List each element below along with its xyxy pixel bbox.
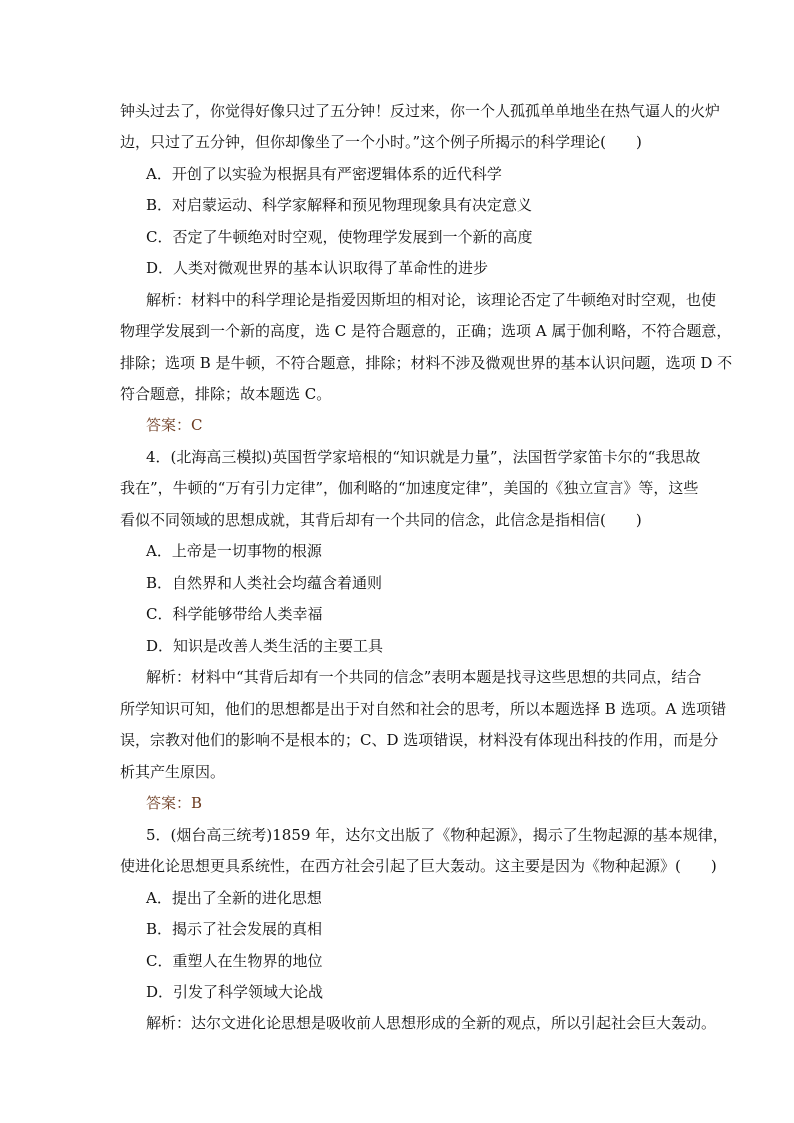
- option-a: A．提出了全新的进化思想: [146, 889, 322, 907]
- option-a: A．开创了以实验为根据具有严密逻辑体系的近代科学: [146, 165, 502, 183]
- question-4-line: 我在”，牛顿的“万有引力定律”，伽利略的“加速度定律”，美国的《独立宣言》等，这些: [120, 479, 699, 497]
- analysis-line: 解析：材料中“其背后却有一个共同的信念”表明本题是找寻这些思想的共同点，结合: [146, 668, 702, 686]
- analysis-line: 解析：材料中的科学理论是指爱因斯坦的相对论，该理论否定了牛顿绝对时空观，也使: [146, 291, 717, 309]
- question-5-line: 5．(烟台高三统考)1859 年，达尔文出版了《物种起源》，揭示了生物起源的基本规律，: [146, 826, 728, 844]
- answer-line: 答案：B: [146, 794, 203, 812]
- question-5-line: 使进化论思想更具系统性，在西方社会引起了巨大轰动。这主要是因为《物种起源》( ): [120, 857, 717, 875]
- analysis-line: 排除；选项 B 是牛顿，不符合题意，排除；材料不涉及微观世界的基本认识问题，选项 D 不: [120, 354, 733, 372]
- analysis-line: 符合题意，排除；故本题选 C。: [120, 385, 332, 403]
- analysis-line: 所学知识可知，他们的思想都是出于对自然和社会的思考，所以本题选择 B 选项。A 选项错: [120, 700, 727, 718]
- option-a: A．上帝是一切事物的根源: [146, 542, 322, 560]
- option-c: C．科学能够带给人类幸福: [146, 605, 323, 623]
- analysis-line: 误，宗教对他们的影响不是根本的；C、D 选项错误，材料没有体现出科技的作用，而是分: [120, 731, 719, 749]
- passage-line: 钟头过去了，你觉得好像只过了五分钟！反过来，你一个人孤孤单单地坐在热气逼人的火炉: [120, 102, 721, 120]
- option-c: C．否定了牛顿绝对时空观，使物理学发展到一个新的高度: [146, 228, 533, 246]
- option-b: B．自然界和人类社会均蕴含着通则: [146, 574, 383, 592]
- analysis-line: 解析：达尔文进化论思想是吸收前人思想形成的全新的观点，所以引起社会巨大轰动。: [146, 1014, 717, 1032]
- answer-line: 答案：C: [146, 416, 203, 434]
- option-b: B．揭示了社会发展的真相: [146, 920, 323, 938]
- analysis-line: 析其产生原因。: [120, 763, 226, 781]
- question-4-line: 看似不同领域的思想成就，其背后却有一个共同的信念，此信念是指相信( ): [120, 511, 642, 529]
- option-c: C．重塑人在生物界的地位: [146, 952, 323, 970]
- option-b: B．对启蒙运动、科学家解释和预见物理现象具有决定意义: [146, 196, 533, 214]
- option-d: D．引发了科学领域大论战: [146, 983, 324, 1001]
- analysis-line: 物理学发展到一个新的高度，选 C 是符合题意的，正确；选项 A 属于伽利略，不符合题意，: [120, 322, 732, 340]
- passage-line: 边，只过了五分钟，但你却像坐了一个小时。”这个例子所揭示的科学理论( ): [120, 133, 642, 151]
- option-d: D．人类对微观世界的基本认识取得了革命性的进步: [146, 259, 489, 277]
- question-4-line: 4．(北海高三模拟)英国哲学家培根的“知识就是力量”，法国哲学家笛卡尔的“我思故: [146, 448, 701, 466]
- option-d: D．知识是改善人类生活的主要工具: [146, 637, 384, 655]
